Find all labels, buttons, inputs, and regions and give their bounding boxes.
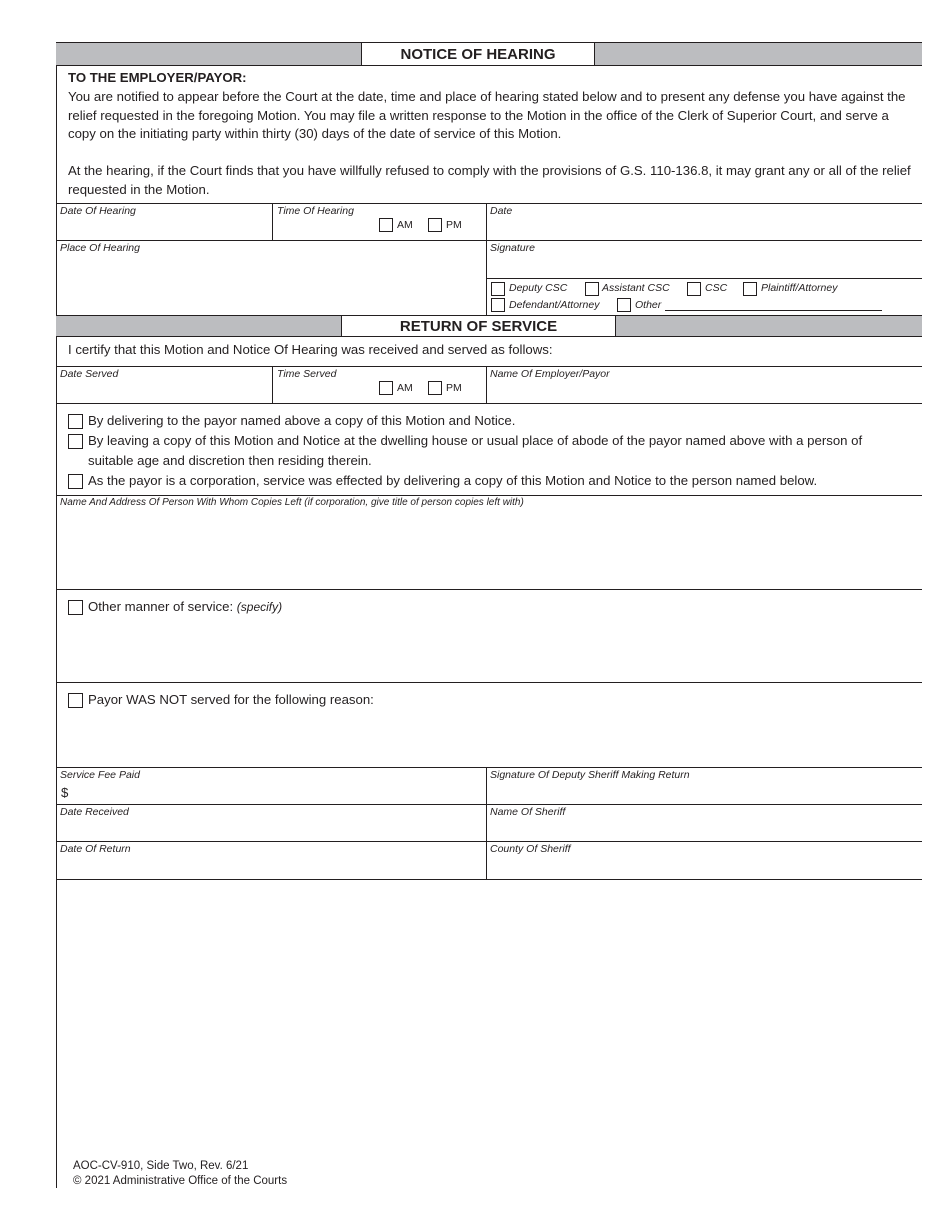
- date-of-hearing-label: Date Of Hearing: [60, 205, 136, 217]
- method-dwelling-line1: By leaving a copy of this Motion and Notice at the dwelling house or usual place of abode of the payor named above with a person of: [88, 433, 863, 448]
- method-corporation: As the payor is a corporation, service was effected by delivering a copy of this Motion and Notice to the person named below.: [88, 473, 818, 488]
- other-signer-checkbox[interactable]: [617, 298, 631, 312]
- hearing-pm-label: PM: [446, 219, 462, 231]
- other-signer-label: Other: [635, 299, 662, 311]
- specify-label: (specify): [236, 600, 283, 614]
- divider: [56, 767, 922, 768]
- assistant-csc-checkbox[interactable]: [585, 282, 599, 296]
- divider: [486, 203, 487, 315]
- divider: [56, 203, 922, 204]
- divider: [272, 203, 273, 240]
- divider: [56, 366, 922, 367]
- plaintiff-attorney-label: Plaintiff/Attorney: [761, 282, 838, 294]
- divider: [56, 841, 922, 842]
- form-left-border: [56, 42, 57, 1188]
- employer-name-label: Name Of Employer/Payor: [490, 368, 610, 380]
- signature-label: Signature: [490, 242, 535, 254]
- divider: [486, 767, 487, 879]
- divider: [56, 589, 922, 590]
- notice-title: NOTICE OF HEARING: [361, 43, 595, 65]
- left-at-dwelling-checkbox[interactable]: [68, 434, 83, 449]
- divider: [56, 682, 922, 683]
- served-pm-label: PM: [446, 382, 462, 394]
- divider: [272, 366, 273, 403]
- date-of-return-label: Date Of Return: [60, 843, 131, 855]
- served-am-label: AM: [397, 382, 413, 394]
- plaintiff-attorney-checkbox[interactable]: [743, 282, 757, 296]
- not-served-checkbox[interactable]: [68, 693, 83, 708]
- csc-checkbox[interactable]: [687, 282, 701, 296]
- hearing-pm-checkbox[interactable]: [428, 218, 442, 232]
- divider: [56, 495, 922, 496]
- return-header-bar: [56, 315, 922, 337]
- deputy-signature-label: Signature Of Deputy Sheriff Making Return: [490, 769, 690, 781]
- method-dwelling-line2: suitable age and discretion then residing therein.: [88, 453, 372, 468]
- method-delivered: By delivering to the payor named above a copy of this Motion and Notice.: [88, 413, 516, 428]
- to-employer-heading: TO THE EMPLOYER/PAYOR:: [68, 70, 247, 85]
- certify-statement: I certify that this Motion and Notice Of Hearing was received and served as follows:: [68, 342, 553, 357]
- dollar-sign: $: [61, 785, 69, 800]
- copyright: © 2021 Administrative Office of the Courts: [73, 1175, 288, 1187]
- time-of-hearing-label: Time Of Hearing: [277, 205, 354, 217]
- sheriff-name-label: Name Of Sheriff: [490, 806, 566, 818]
- other-signer-line[interactable]: [665, 310, 882, 311]
- csc-label: CSC: [705, 282, 728, 294]
- delivered-checkbox[interactable]: [68, 414, 83, 429]
- hearing-am-label: AM: [397, 219, 413, 231]
- copies-left-label: Name And Address Of Person With Whom Copies Left (if corporation, give title of person copies left with): [60, 497, 524, 508]
- other-manner-label: Other manner of service:: [88, 599, 234, 614]
- assistant-csc-label: Assistant CSC: [602, 282, 670, 294]
- divider: [56, 240, 922, 241]
- corporation-checkbox[interactable]: [68, 474, 83, 489]
- sheriff-county-label: County Of Sheriff: [490, 843, 571, 855]
- date-label: Date: [490, 205, 513, 217]
- notice-paragraph-1: You are notified to appear before the Court at the date, time and place of hearing stated below and to present any defense you have against the relief requested in the foregoing Motion. You may file a written response to the Motion in the office of the Clerk of Superior Court, and serve a copy on the initiating party within thirty (30) days of the date of service of this Motion.: [68, 89, 906, 141]
- place-of-hearing-label: Place Of Hearing: [60, 242, 140, 254]
- form-id: AOC-CV-910, Side Two, Rev. 6/21: [73, 1160, 249, 1172]
- notice-header-bar: [56, 42, 922, 66]
- defendant-attorney-label: Defendant/Attorney: [509, 299, 600, 311]
- notice-paragraph-2: At the hearing, if the Court finds that you have willfully refused to comply with the provisions of G.S. 110-136.8, it may grant any or all of the relief requested in the Motion.: [68, 163, 911, 197]
- time-served-label: Time Served: [277, 368, 337, 380]
- defendant-attorney-checkbox[interactable]: [491, 298, 505, 312]
- other-manner-checkbox[interactable]: [68, 600, 83, 615]
- divider: [56, 879, 922, 880]
- hearing-am-checkbox[interactable]: [379, 218, 393, 232]
- service-fee-label: Service Fee Paid: [60, 769, 140, 781]
- date-received-label: Date Received: [60, 806, 129, 818]
- served-pm-checkbox[interactable]: [428, 381, 442, 395]
- date-served-label: Date Served: [60, 368, 119, 380]
- divider: [56, 804, 922, 805]
- divider: [486, 366, 487, 403]
- divider: [56, 403, 922, 404]
- return-title: RETURN OF SERVICE: [341, 316, 616, 336]
- deputy-csc-label: Deputy CSC: [509, 282, 568, 294]
- other-manner-text: [88, 599, 282, 614]
- signature-line: [486, 278, 922, 279]
- served-am-checkbox[interactable]: [379, 381, 393, 395]
- not-served-text: Payor WAS NOT served for the following reason:: [88, 692, 374, 707]
- deputy-csc-checkbox[interactable]: [491, 282, 505, 296]
